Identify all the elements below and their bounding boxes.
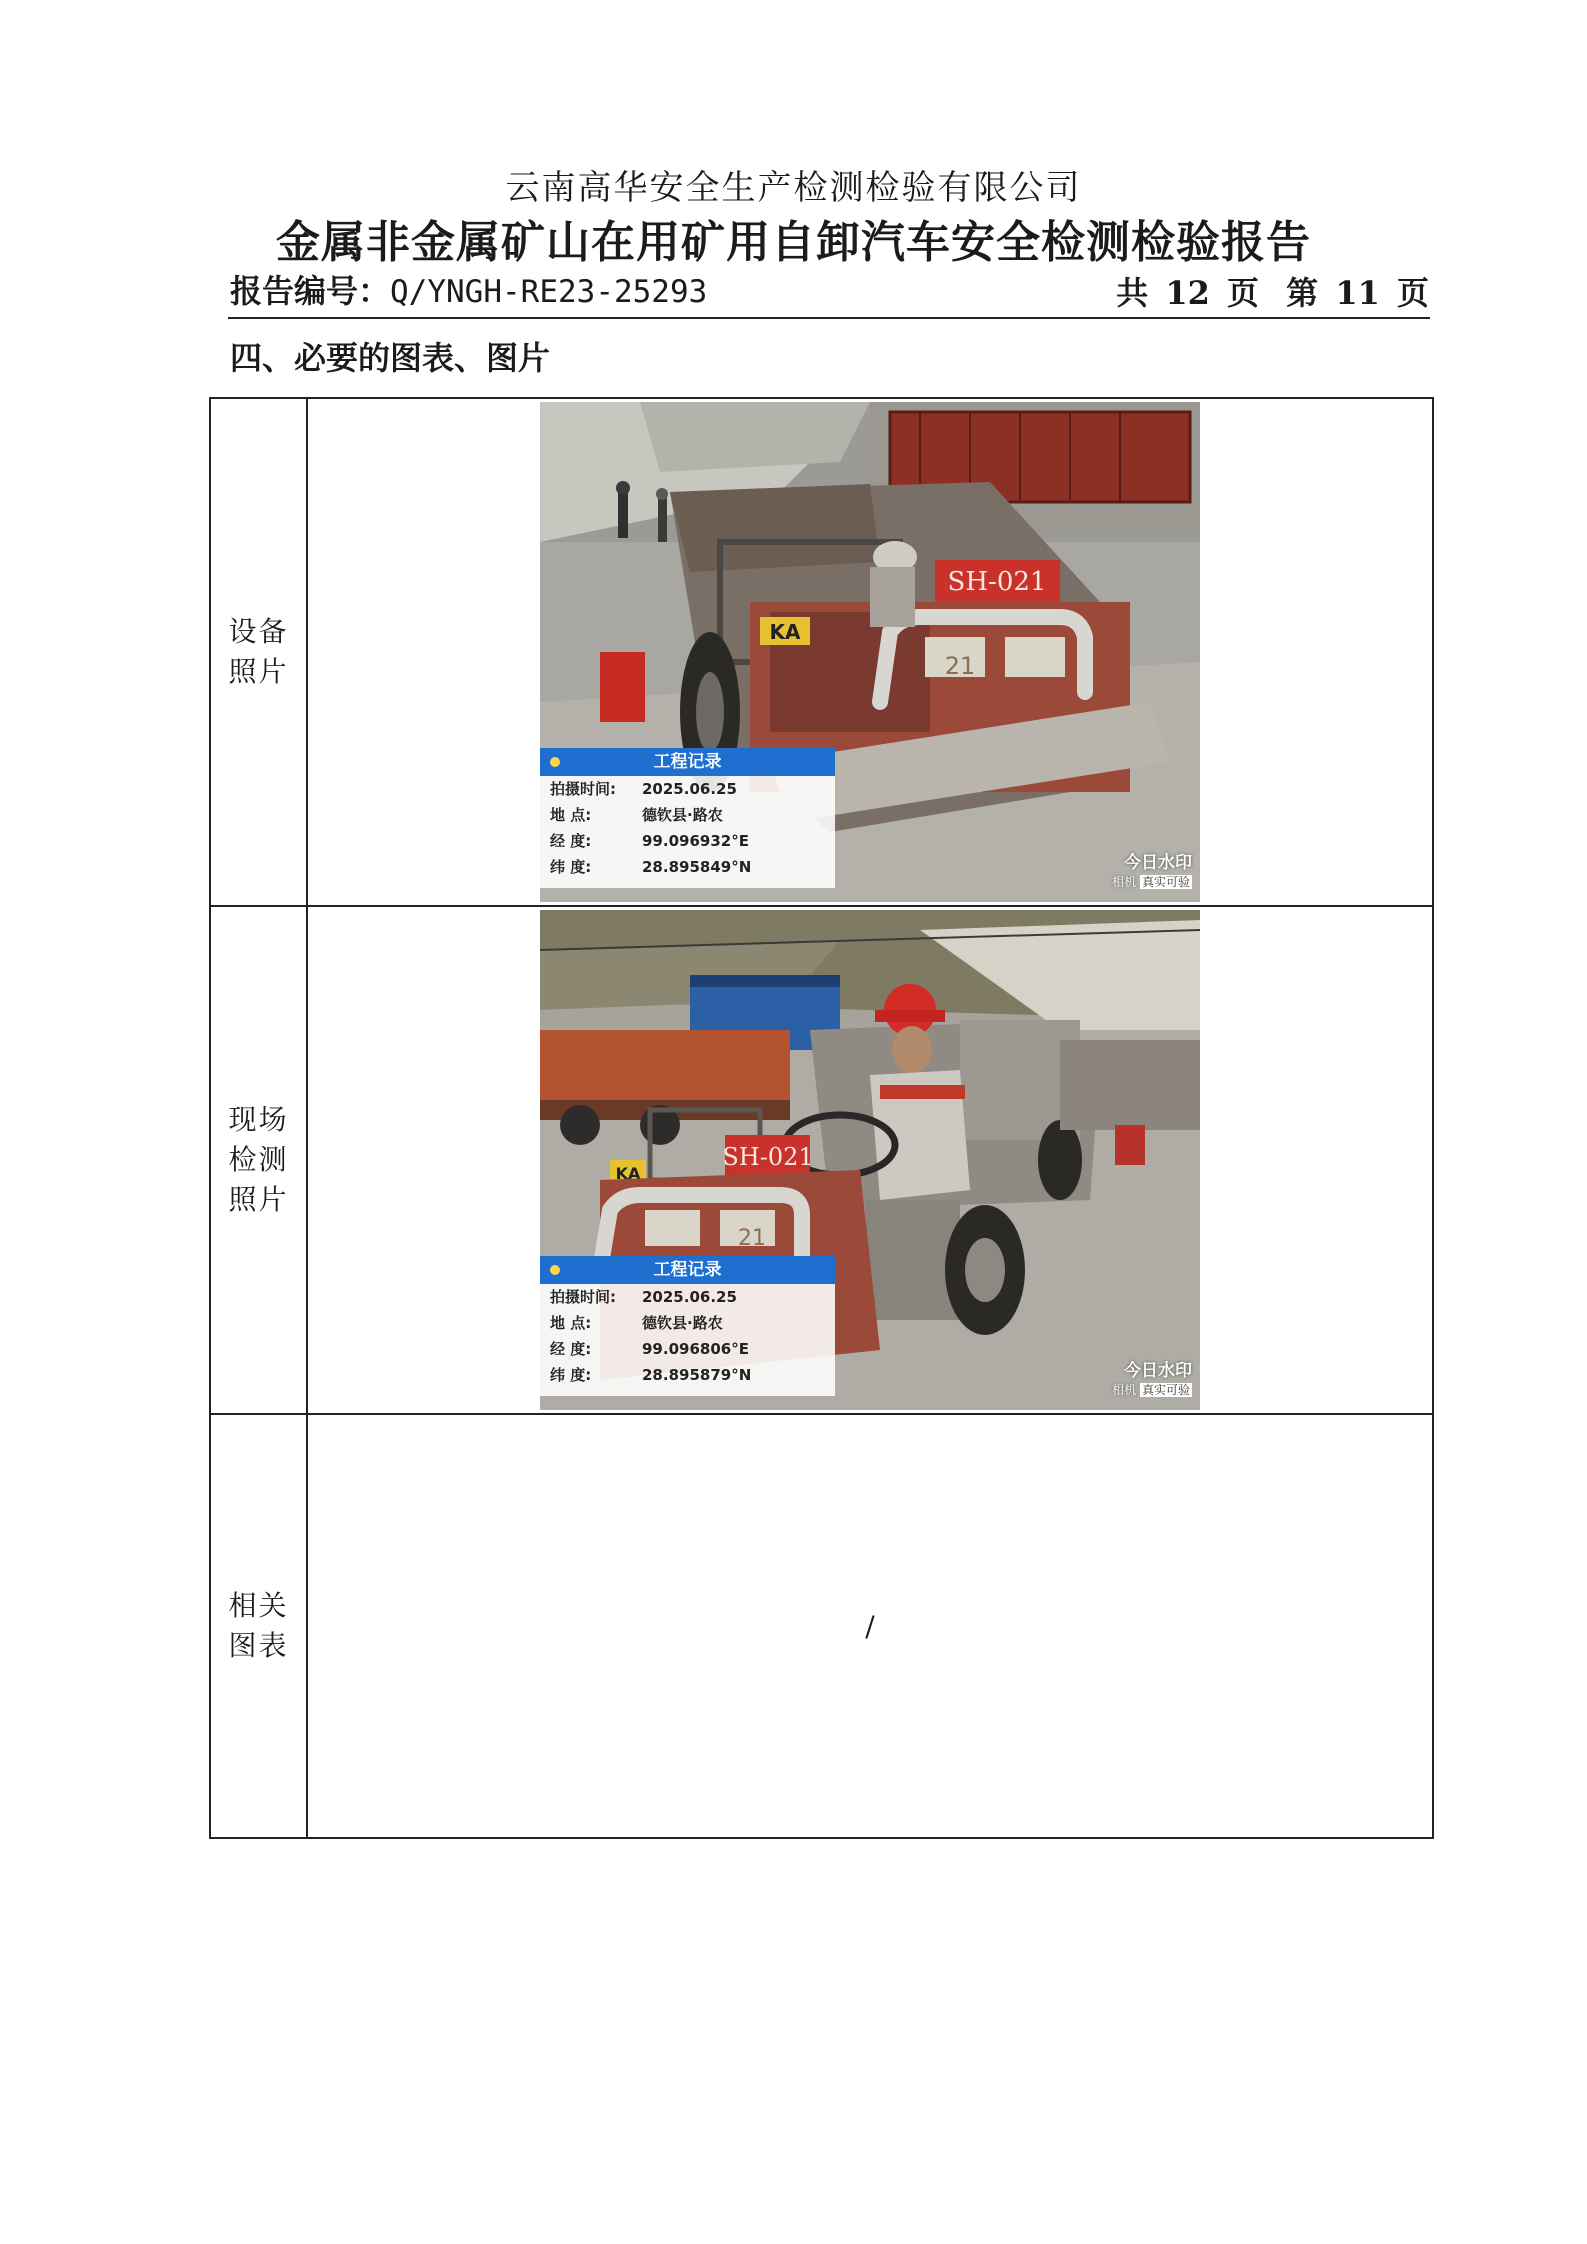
report-number-value: Q/YNGH-RE23-25293: [390, 274, 708, 310]
table-row: [210, 906, 1433, 1414]
watermark-header: [540, 748, 835, 776]
watermark-brand-sub1: 相机: [1112, 1383, 1137, 1397]
watermark-longitude: [540, 828, 835, 854]
watermark-value: 德钦县·路农: [642, 1314, 723, 1332]
watermark-value: 99.096806°E: [642, 1340, 749, 1358]
row-label-site-photo: [210, 906, 307, 1414]
plate-label: SH-021: [722, 1143, 814, 1171]
plate-label: SH-021: [947, 567, 1047, 597]
watermark-brand-sub2: 真实可验: [1141, 1383, 1190, 1397]
report-number: [230, 266, 707, 312]
empty-placeholder: /: [865, 1609, 875, 1643]
truck-number: 21: [944, 652, 976, 680]
watermark-value: 99.096932°E: [642, 832, 749, 850]
row-label-related-charts: [210, 1414, 307, 1838]
watermark-brand: [1112, 1356, 1192, 1398]
equipment-photo: [540, 402, 1200, 902]
report-title: 金属非金属矿山在用矿用自卸汽车安全检测检验报告: [276, 217, 1311, 268]
watermark-value: 28.895879°N: [642, 1366, 752, 1384]
watermark-key: 拍摄时间:: [550, 780, 616, 798]
watermark-brand-sub: [1112, 873, 1192, 890]
watermark-value: 2025.06.25: [642, 780, 737, 798]
watermark-brand-sub: [1112, 1381, 1192, 1398]
watermark-value: 2025.06.25: [642, 1288, 737, 1306]
watermark-brand-name: 今日水印: [1124, 1361, 1192, 1381]
watermark-key: 纬 度:: [550, 1366, 592, 1384]
label-line: 照片: [228, 655, 289, 688]
watermark-time: [540, 1284, 835, 1310]
label-line: 检测: [228, 1143, 289, 1176]
watermark-latitude: [540, 854, 835, 880]
watermark-value: 德钦县·路农: [642, 806, 723, 824]
watermark-value: 28.895849°N: [642, 858, 752, 876]
table-row: [210, 398, 1433, 906]
badge-label: KA: [769, 620, 801, 644]
watermark-key: 纬 度:: [550, 858, 592, 876]
watermark-place: [540, 1310, 835, 1336]
watermark-header: [540, 1256, 835, 1284]
header-divider: [228, 317, 1430, 319]
truck-number: 21: [738, 1226, 766, 1251]
figures-table: [209, 397, 1434, 1839]
watermark-time: [540, 776, 835, 802]
watermark-brand: [1112, 848, 1192, 890]
watermark-key: 经 度:: [550, 832, 592, 850]
watermark-card: [540, 748, 835, 888]
label-line: 图表: [228, 1629, 289, 1662]
company-name: 云南高华安全生产检测检验有限公司: [505, 168, 1082, 208]
section-heading: 四、必要的图表、图片: [230, 339, 551, 377]
watermark-key: 经 度:: [550, 1340, 592, 1358]
label-line: 现场: [228, 1103, 289, 1136]
watermark-key: 拍摄时间:: [550, 1288, 616, 1306]
report-number-label: 报告编号：: [230, 272, 391, 310]
current-page: 第 11 页: [1286, 274, 1429, 312]
site-photo-cell: [307, 906, 1433, 1414]
label-line: 相关: [228, 1589, 289, 1622]
watermark-dot-icon: [550, 1265, 560, 1275]
watermark-key: 地 点:: [550, 1314, 592, 1332]
page-count: [1106, 268, 1429, 314]
watermark-latitude: [540, 1362, 835, 1388]
watermark-key: 地 点:: [550, 806, 592, 824]
total-pages: 共 12 页: [1116, 274, 1260, 312]
related-charts-cell: [307, 1414, 1433, 1838]
table-row: [210, 1414, 1433, 1838]
watermark-place: [540, 802, 835, 828]
equipment-photo-cell: [307, 398, 1433, 906]
watermark-brand-name: 今日水印: [1124, 853, 1192, 873]
label-line: 照片: [228, 1183, 289, 1216]
row-label-equipment-photo: [210, 398, 307, 906]
watermark-dot-icon: [550, 757, 560, 767]
label-line: 设备: [228, 615, 289, 648]
watermark-longitude: [540, 1336, 835, 1362]
site-inspection-photo: [540, 910, 1200, 1410]
badge-label: KA: [615, 1164, 641, 1183]
watermark-brand-sub1: 相机: [1112, 875, 1137, 889]
watermark-header-text: 工程记录: [653, 1260, 722, 1280]
watermark-brand-sub2: 真实可验: [1141, 875, 1190, 889]
watermark-card: [540, 1256, 835, 1396]
watermark-header-text: 工程记录: [653, 752, 722, 772]
